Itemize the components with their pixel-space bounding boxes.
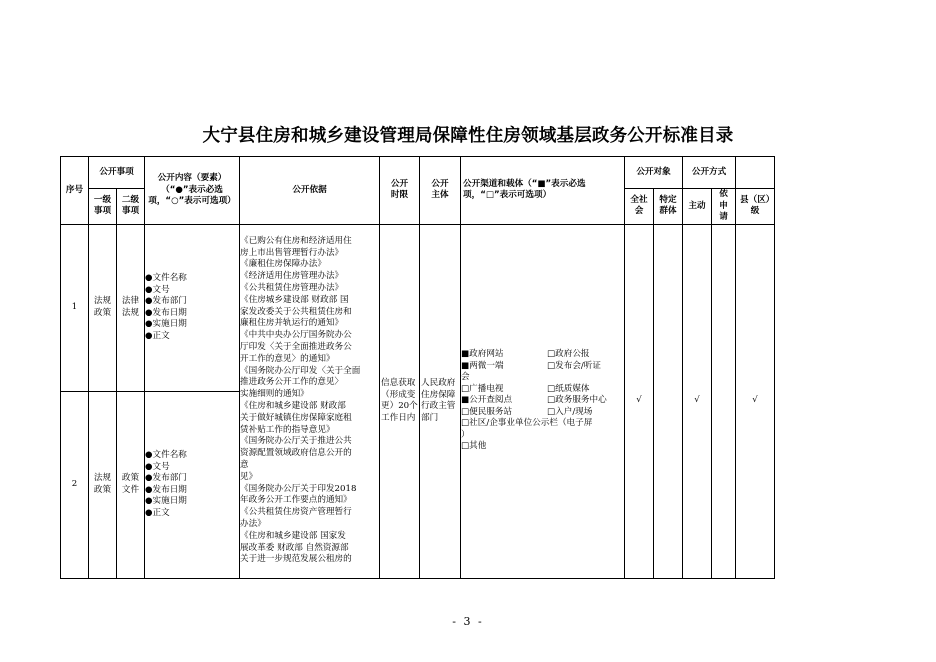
basis-line: 《住房城乡建设部 财政部 国: [240, 294, 349, 305]
row-content: [145, 391, 240, 578]
content-element: ●实施日期: [145, 319, 187, 329]
basis-line: 房上市出售管理暂行办法》: [240, 247, 344, 258]
table-row: [61, 224, 775, 391]
channel-option: □政府公报: [547, 349, 590, 360]
content-element: ●正文: [145, 507, 170, 518]
header-channel: 公开渠道和载体（“■”表示必选项，“□”表示可选项）: [461, 157, 625, 225]
header-basis: 公开依据: [240, 157, 380, 225]
row-seq: 2: [61, 391, 89, 578]
header-level: 县（区）级: [736, 189, 775, 225]
header-target: 公开对象: [625, 157, 683, 189]
basis-line: 实施细则的通知》: [240, 389, 309, 400]
method-active-check: √: [683, 224, 712, 578]
content-element: ●文号: [145, 461, 170, 472]
channel-option: □政务服务中心: [547, 395, 607, 406]
header-subject: 公开主体: [420, 157, 461, 225]
channel-option: ■两微一端: [461, 360, 504, 371]
header-content: 公开内容（要素）（“●”表示必选项，“○”表示可选项）: [145, 157, 240, 225]
basis-line: 年政务公开工作要点的通知》: [240, 495, 352, 506]
channel-line: [461, 372, 624, 384]
basis-line: 《住房和城乡建设部 国家发: [240, 530, 346, 541]
period-cell: 信息获取（形成变更）20个工作日内: [380, 224, 420, 578]
basis-line: 家发改委关于公共租赁住房和: [240, 306, 352, 317]
channel-line: [461, 441, 624, 453]
content-element: ●发布日期: [145, 307, 187, 318]
channel-option: ）: [461, 429, 470, 440]
basis-line: 《住房和城乡建设部 财政部: [240, 401, 346, 411]
basis-cell: [240, 224, 380, 578]
basis-line: 资源配置领域政府信息公开的: [240, 448, 352, 459]
header-method: 公开方式: [683, 157, 736, 189]
content-element: ●正文: [145, 330, 170, 341]
row-item-l2: 政策文件: [117, 391, 145, 578]
content-element: ●发布部门: [145, 473, 187, 483]
header-item: 公开事项: [89, 157, 145, 189]
header-target-all: 全社会: [625, 189, 654, 225]
content-element: ●实施日期: [145, 496, 187, 506]
basis-line: 《国务院办公厅关于推进公共: [240, 436, 352, 447]
header-period: 公开时限: [380, 157, 420, 225]
channel-option: □入户/现场: [547, 406, 593, 417]
basis-line: 《国务院办公厅关于印发2018: [240, 483, 357, 494]
channel-line: [461, 407, 624, 419]
channel-option: □广播电视: [461, 383, 504, 394]
basis-line: 《国务院办公厅印发〈关于全面: [240, 365, 361, 376]
basis-line: 《已购公有住房和经济适用住: [240, 235, 352, 246]
basis-line: 关于做好城镇住房保障家庭租: [240, 412, 352, 423]
header-item-l1: 一级事项: [89, 189, 117, 225]
channel-option: 会: [461, 372, 470, 383]
channel-line: [461, 349, 624, 361]
row-item-l1: 法规政策: [89, 224, 117, 391]
channel-option: □社区/企事业单位公示栏（电子屏: [461, 418, 593, 429]
basis-line: 廉租住房并轨运行的通知》: [240, 318, 344, 329]
channel-option: ■政府网站: [461, 349, 504, 360]
channel-line: [461, 418, 624, 430]
target-all-check: √: [625, 224, 654, 578]
header-target-specific: 特定群体: [654, 189, 683, 225]
basis-line: 开工作的意见〉的通知》: [240, 353, 335, 364]
channel-line: [461, 395, 624, 407]
basis-line: 推进政务公开工作的意见〉: [240, 377, 344, 388]
row-seq: 1: [61, 224, 89, 391]
basis-line: 厅印发〈关于全面推进政务公: [240, 342, 352, 353]
row-item-l1: 法规政策: [89, 391, 117, 578]
header-blank: [736, 157, 775, 189]
channel-line: [461, 430, 624, 442]
page-number: - 3 -: [452, 615, 484, 628]
catalog-table: [60, 156, 775, 579]
basis-line: 意: [240, 459, 249, 470]
basis-line: 《中共中央办公厅国务院办公: [240, 330, 352, 341]
channel-line: [461, 361, 624, 373]
header-method-active: 主动: [683, 189, 712, 225]
content-element: ●文号: [145, 284, 170, 295]
channel-line: [461, 384, 624, 396]
channel-option: ■公开查阅点: [461, 395, 513, 406]
channel-option: □其他: [461, 441, 487, 452]
basis-line: 见》: [240, 471, 258, 482]
basis-line: 办法》: [240, 518, 266, 529]
method-request-check: [712, 224, 736, 578]
page-title: 大宁县住房和城乡建设管理局保障性住房领域基层政务公开标准目录: [202, 126, 734, 146]
basis-line: 关于进一步规范发展公租房的: [240, 554, 352, 565]
content-element: ●文件名称: [145, 273, 187, 283]
basis-line: 《经济适用住房管理办法》: [240, 271, 344, 282]
header-method-request: 依申请: [712, 189, 736, 225]
content-element: ●发布日期: [145, 484, 187, 495]
channel-option: □纸质媒体: [547, 383, 590, 394]
basis-line: 《公共租赁住房管理办法》: [240, 283, 344, 294]
basis-line: 赁补贴工作的指导意见》: [240, 424, 335, 435]
header-item-l2: 二级事项: [117, 189, 145, 225]
channel-cell: [461, 224, 625, 578]
channel-option: □便民服务站: [461, 406, 513, 417]
basis-line: 展改革委 财政部 自然资源部: [240, 542, 349, 553]
target-specific-check: [654, 224, 683, 578]
row-item-l2: 法律法规: [117, 224, 145, 391]
subject-cell: 人民政府住房保障行政主管部门: [420, 224, 461, 578]
row-content: [145, 224, 240, 391]
header-row-1: [61, 157, 775, 189]
basis-line: 《公共租赁住房资产管理暂行: [240, 507, 352, 518]
content-element: ●发布部门: [145, 296, 187, 306]
basis-line: 《廉租住房保障办法》: [240, 259, 326, 270]
content-element: ●文件名称: [145, 450, 187, 460]
channel-option: □发布会/听证: [547, 360, 601, 371]
header-seq: 序号: [61, 157, 89, 225]
level-check: √: [736, 224, 775, 578]
